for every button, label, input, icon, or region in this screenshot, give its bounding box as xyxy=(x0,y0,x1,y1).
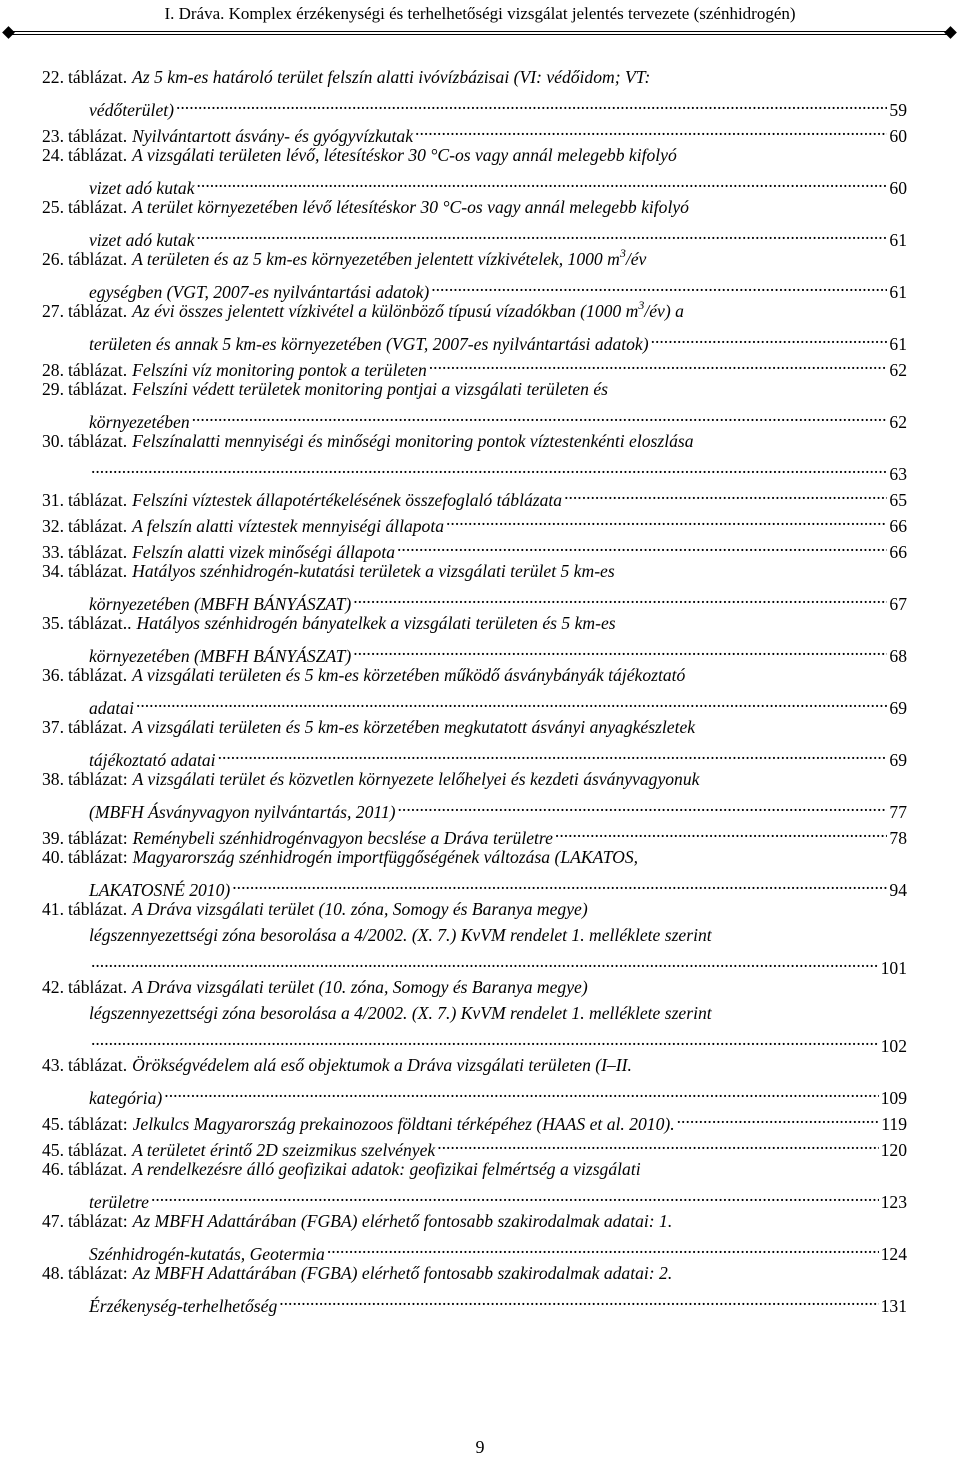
entry-page-number: 123 xyxy=(880,1192,907,1212)
entry-label: táblázat. xyxy=(68,67,128,87)
entry-number: 30. xyxy=(42,431,64,451)
toc-entry[interactable] xyxy=(42,376,907,432)
entry-label: táblázat. xyxy=(68,665,128,685)
dot-leader xyxy=(192,402,888,428)
dot-leader xyxy=(437,1130,878,1156)
entry-title-text: Az 5 km-es határoló terület felszín alatti ivóvízbázisai (VI: védőidom; VT: xyxy=(132,67,651,87)
entry-page-number: 101 xyxy=(880,958,907,978)
toc-entry-line xyxy=(42,1026,907,1056)
entry-page-number: 66 xyxy=(889,516,907,536)
entry-title-text: környezetében (MBFH BÁNYÁSZAT) xyxy=(89,594,352,614)
toc-entry-line xyxy=(42,480,907,510)
toc-entry-line xyxy=(42,220,907,250)
toc-entry-line xyxy=(42,1156,907,1182)
entry-title-text: A Dráva vizsgálati terület (10. zóna, Somogy és Baranya megye) xyxy=(132,899,588,919)
entry-title-text: A vizsgálati terület és közvetlen környezete lelőhelyei és kezdeti ásványvagyonuk xyxy=(132,769,700,789)
entry-number: 40. xyxy=(42,847,64,867)
entry-page-number: 66 xyxy=(889,542,907,562)
dot-leader xyxy=(353,584,887,610)
entry-title-text: Érzékenység-terhelhetőség xyxy=(89,1296,278,1316)
entry-page-number: 61 xyxy=(889,334,907,354)
dot-leader xyxy=(327,1234,879,1260)
toc-entry[interactable] xyxy=(42,1052,907,1108)
dot-leader xyxy=(164,1078,878,1104)
toc-entry[interactable] xyxy=(42,974,907,1056)
entry-label: táblázat. xyxy=(68,197,128,217)
entry-title-text: egységben (VGT, 2007-es nyilvántartási adatok) xyxy=(89,282,430,302)
toc-entry[interactable] xyxy=(42,480,907,510)
toc-entry-line xyxy=(42,428,907,454)
dot-leader xyxy=(431,272,887,298)
rule-right-diamond-icon xyxy=(944,26,957,39)
dot-leader xyxy=(91,1026,879,1052)
entry-label: táblázat. xyxy=(68,301,128,321)
entry-number: 22. xyxy=(42,67,64,87)
toc-entry[interactable] xyxy=(42,1156,907,1212)
dot-leader xyxy=(151,1182,879,1208)
toc-entry[interactable] xyxy=(42,896,907,978)
toc-entry[interactable] xyxy=(42,246,907,302)
dot-leader xyxy=(415,116,887,142)
entry-label: táblázat. xyxy=(68,542,128,562)
toc-entry-line xyxy=(42,64,907,90)
dot-leader xyxy=(564,480,887,506)
entry-page-number: 120 xyxy=(880,1140,907,1160)
entry-number: 46. xyxy=(42,1159,64,1179)
entry-title-text: Felszíni víz monitoring pontok a területen xyxy=(132,360,427,380)
entry-page-number: 65 xyxy=(889,490,907,510)
entry-label: táblázat. xyxy=(68,490,128,510)
table-of-tables-list xyxy=(42,64,907,1316)
entry-title-text: Nyilvántartott ásvány- és gyógyvízkutak xyxy=(132,126,414,146)
entry-label: táblázat: xyxy=(68,769,128,789)
entry-label: táblázat: xyxy=(68,847,128,867)
toc-entry-line xyxy=(42,1260,907,1286)
toc-entry-line xyxy=(42,922,907,948)
entry-title-text: Szénhidrogén-kutatás, Geotermia xyxy=(89,1244,325,1264)
toc-entry[interactable] xyxy=(42,1104,907,1134)
entry-page-number: 119 xyxy=(881,1114,907,1134)
dot-leader xyxy=(353,636,887,662)
entry-page-number: 124 xyxy=(880,1244,907,1264)
toc-entry[interactable] xyxy=(42,844,907,900)
entry-page-number: 61 xyxy=(889,230,907,250)
entry-number: 45. xyxy=(42,1140,64,1160)
entry-label: táblázat. xyxy=(68,516,128,536)
toc-entry-line xyxy=(42,636,907,666)
dot-leader xyxy=(651,324,888,350)
entry-number: 47. xyxy=(42,1211,64,1231)
toc-entry[interactable] xyxy=(42,1260,907,1316)
page-header xyxy=(0,0,960,40)
entry-label: táblázat. xyxy=(68,561,128,581)
dot-leader xyxy=(555,818,887,844)
entry-number: 28. xyxy=(42,360,64,380)
entry-label: táblázat. xyxy=(68,717,128,737)
entry-title-text: kategória) xyxy=(89,1088,163,1108)
toc-entry-line xyxy=(42,610,907,636)
entry-number: 45. xyxy=(42,1114,64,1134)
entry-label: táblázat. xyxy=(68,977,128,997)
toc-entry-line xyxy=(42,948,907,978)
entry-number: 39. xyxy=(42,828,64,848)
toc-entry-line xyxy=(42,974,907,1000)
entry-label: táblázat. xyxy=(68,431,128,451)
entry-title-text: A felszín alatti víztestek mennyiségi állapota xyxy=(132,516,445,536)
entry-title-text: A vizsgálati területen lévő, létesítéskor 30 °C-os vagy annál melegebb kifolyó xyxy=(132,145,677,165)
toc-entry-line xyxy=(42,194,907,220)
entry-title-text: Felszíni védett területek monitoring pontjai a vizsgálati területen és xyxy=(132,379,609,399)
dot-leader xyxy=(91,454,887,480)
entry-number: 37. xyxy=(42,717,64,737)
toc-entry-line xyxy=(42,714,907,740)
entry-title-text: légszennyezettségi zóna besorolása a 4/2002. (X. 7.) KvVM rendelet 1. melléklete szerint xyxy=(89,925,712,945)
dot-leader xyxy=(397,532,887,558)
entry-number: 35. xyxy=(42,613,64,633)
entry-number: 43. xyxy=(42,1055,64,1075)
entry-title-text: légszennyezettségi zóna besorolása a 4/2002. (X. 7.) KvVM rendelet 1. melléklete szerint xyxy=(89,1003,712,1023)
entry-page-number: 61 xyxy=(889,282,907,302)
entry-page-number: 60 xyxy=(889,126,907,146)
entry-title-text: vizet adó kutak xyxy=(89,230,195,250)
toc-entry-line xyxy=(42,298,907,324)
toc-entry-line xyxy=(42,1182,907,1212)
entry-title-text: környezetében xyxy=(89,412,190,432)
entry-page-number: 62 xyxy=(889,360,907,380)
entry-title-text: A vizsgálati területen és 5 km-es körzetében működő ásványbányák tájékoztató xyxy=(132,665,686,685)
entry-label: táblázat. xyxy=(68,145,128,165)
toc-entry-line xyxy=(42,740,907,770)
toc-entry[interactable] xyxy=(42,714,907,770)
toc-entry-line xyxy=(42,402,907,432)
entry-title-text: LAKATOSNÉ 2010) xyxy=(89,880,231,900)
entry-page-number: 94 xyxy=(889,880,907,900)
entry-title-text: védőterület) xyxy=(89,100,174,120)
entry-title-text: Jelkulcs Magyarország prekainozoos földtani térképéhez (HAAS et al. 2010). xyxy=(132,1114,675,1134)
entry-title-text: Az MBFH Adattárában (FGBA) elérhető fontosabb szakirodalmak adatai: 1. xyxy=(132,1211,673,1231)
toc-entry-line xyxy=(42,168,907,198)
entry-number: 48. xyxy=(42,1263,64,1283)
entry-number: 27. xyxy=(42,301,64,321)
dot-leader xyxy=(91,948,879,974)
toc-entry-line xyxy=(42,844,907,870)
entry-label: táblázat: xyxy=(68,1263,128,1283)
toc-entry[interactable] xyxy=(42,142,907,198)
entry-title-text: területen és annak 5 km-es környezetében (VGT, 2007-es nyilvántartási adatok) xyxy=(89,334,649,354)
toc-entry-line xyxy=(42,792,907,822)
entry-number: 42. xyxy=(42,977,64,997)
toc-entry-line xyxy=(42,1234,907,1264)
entry-title-text: környezetében (MBFH BÁNYÁSZAT) xyxy=(89,646,352,666)
entry-title-text: Magyarország szénhidrogén importfüggőségének változása (LAKATOS, xyxy=(132,847,639,867)
entry-title-text: Az MBFH Adattárában (FGBA) elérhető fontosabb szakirodalmak adatai: 2. xyxy=(132,1263,673,1283)
dot-leader xyxy=(218,740,888,766)
entry-label: táblázat. xyxy=(68,899,128,919)
entry-number: 36. xyxy=(42,665,64,685)
toc-entry-line xyxy=(42,1208,907,1234)
entry-page-number: 69 xyxy=(889,698,907,718)
entry-number: 33. xyxy=(42,542,64,562)
entry-number: 24. xyxy=(42,145,64,165)
entry-page-number: 77 xyxy=(889,802,907,822)
toc-entry-line xyxy=(42,1000,907,1026)
entry-page-number: 62 xyxy=(889,412,907,432)
entry-number: 41. xyxy=(42,899,64,919)
header-title: I. Dráva. Komplex érzékenységi és terhelhetőségi vizsgálat jelentés tervezete (szénhidrogén) xyxy=(164,4,796,23)
toc-entry[interactable] xyxy=(42,662,907,718)
toc-entry[interactable] xyxy=(42,610,907,666)
entry-label: táblázat: xyxy=(68,1211,128,1231)
dot-leader xyxy=(677,1104,880,1130)
toc-entry-line xyxy=(42,246,907,272)
toc-entry[interactable] xyxy=(42,298,907,354)
toc-entry[interactable] xyxy=(42,766,907,822)
toc-entry[interactable] xyxy=(42,428,907,484)
entry-title-text: Felszín alatti vizek minőségi állapota xyxy=(132,542,396,562)
entry-page-number: 67 xyxy=(889,594,907,614)
entry-label: táblázat: xyxy=(68,828,128,848)
entry-label: táblázat. xyxy=(68,1140,128,1160)
toc-entry-line xyxy=(42,1078,907,1108)
entry-page-number: 131 xyxy=(880,1296,907,1316)
entry-title-text: (MBFH Ásványvagyon nyilvántartás, 2011) xyxy=(89,802,396,822)
toc-entry-line xyxy=(42,90,907,120)
toc-entry[interactable] xyxy=(42,194,907,250)
toc-entry-line xyxy=(42,376,907,402)
toc-entry-line xyxy=(42,688,907,718)
entry-label: táblázat. xyxy=(68,249,128,269)
dot-leader xyxy=(232,870,887,896)
page-number: 9 xyxy=(475,1437,485,1457)
toc-entry-line xyxy=(42,272,907,302)
entry-page-number: 69 xyxy=(889,750,907,770)
toc-entry-line xyxy=(42,584,907,614)
entry-number: 34. xyxy=(42,561,64,581)
dot-leader xyxy=(398,792,888,818)
toc-entry-line xyxy=(42,766,907,792)
entry-label: táblázat: xyxy=(68,1114,128,1134)
entry-number: 25. xyxy=(42,197,64,217)
dot-leader xyxy=(197,168,888,194)
entry-title-text: adatai xyxy=(89,698,134,718)
entry-title-text: A vizsgálati területen és 5 km-es körzetében megkutatott ásványi anyagkészletek xyxy=(132,717,696,737)
toc-entry-line xyxy=(42,324,907,354)
entry-title-text: tájékoztató adatai xyxy=(89,750,216,770)
entry-page-number: 109 xyxy=(880,1088,907,1108)
entry-title-text: A terület környezetében lévő létesítéskor 30 °C-os vagy annál melegebb kifolyó xyxy=(132,197,689,217)
entry-label: táblázat. xyxy=(68,379,128,399)
toc-entry[interactable] xyxy=(42,64,907,120)
entry-title-text: A területet érintő 2D szeizmikus szelvények xyxy=(132,1140,436,1160)
entry-label: táblázat. xyxy=(68,126,128,146)
toc-entry-line xyxy=(42,662,907,688)
entry-title-text: vizet adó kutak xyxy=(89,178,195,198)
toc-entry-line xyxy=(42,142,907,168)
entry-label: táblázat.. xyxy=(68,613,132,633)
entry-page-number: 63 xyxy=(889,464,907,484)
entry-label: táblázat. xyxy=(68,1055,128,1075)
entry-title-text: Felszínalatti mennyiségi és minőségi monitoring pontok víztestenkénti eloszlása xyxy=(132,431,694,451)
entry-label: táblázat. xyxy=(68,360,128,380)
entry-title-text: Az évi összes jelentett vízkivétel a különböző típusú vízadókban (1000 $m^3/év$) a xyxy=(132,298,684,321)
entry-number: 29. xyxy=(42,379,64,399)
entry-page-number: 60 xyxy=(889,178,907,198)
entry-number: 31. xyxy=(42,490,64,510)
toc-entry-line xyxy=(42,1104,907,1134)
entry-page-number: 68 xyxy=(889,646,907,666)
header-rule xyxy=(8,31,952,35)
toc-entry-line xyxy=(42,558,907,584)
toc-entry-line xyxy=(42,1286,907,1316)
entry-title-text: Örökségvédelem alá eső objektumok a Dráva vizsgálati területen (I–II. xyxy=(132,1055,632,1075)
rule-left-diamond-icon xyxy=(2,26,15,39)
entry-title-text: Felszíni víztestek állapotértékelésének összefoglaló táblázata xyxy=(132,490,563,510)
entry-number: 38. xyxy=(42,769,64,789)
entry-number: 23. xyxy=(42,126,64,146)
entry-page-number: 102 xyxy=(880,1036,907,1056)
dot-leader xyxy=(176,90,887,116)
entry-number: 26. xyxy=(42,249,64,269)
toc-entry-line xyxy=(42,870,907,900)
dot-leader xyxy=(279,1286,878,1312)
dot-leader xyxy=(197,220,888,246)
entry-title-text: Hatályos szénhidrogén bányatelkek a vizsgálati területen és 5 km-es xyxy=(136,613,616,633)
entry-number: 32. xyxy=(42,516,64,536)
entry-page-number: 59 xyxy=(889,100,907,120)
toc-entry-line xyxy=(42,1052,907,1078)
entry-page-number: 78 xyxy=(889,828,907,848)
toc-entry[interactable] xyxy=(42,1208,907,1264)
dot-leader xyxy=(429,350,888,376)
toc-entry[interactable] xyxy=(42,558,907,614)
entry-title-text: területre xyxy=(89,1192,149,1212)
dot-leader xyxy=(136,688,887,714)
entry-title-text: Hatályos szénhidrogén-kutatási területek a vizsgálati terület 5 km-es xyxy=(132,561,615,581)
entry-label: táblázat. xyxy=(68,1159,128,1179)
dot-leader xyxy=(446,506,887,532)
entry-title-text: Reménybeli szénhidrogénvagyon becslése a Dráva területre xyxy=(132,828,553,848)
entry-title-text: A Dráva vizsgálati terület (10. zóna, Somogy és Baranya megye) xyxy=(132,977,588,997)
toc-entry-line xyxy=(42,896,907,922)
toc-entry-line xyxy=(42,454,907,484)
entry-title-text: A területen és az 5 km-es környezetében jelentett vízkivételek, 1000 $m^3/év$ xyxy=(132,246,647,269)
entry-title-text: A rendelkezésre álló geofizikai adatok: geofizikai felmértség a vizsgálati xyxy=(132,1159,641,1179)
